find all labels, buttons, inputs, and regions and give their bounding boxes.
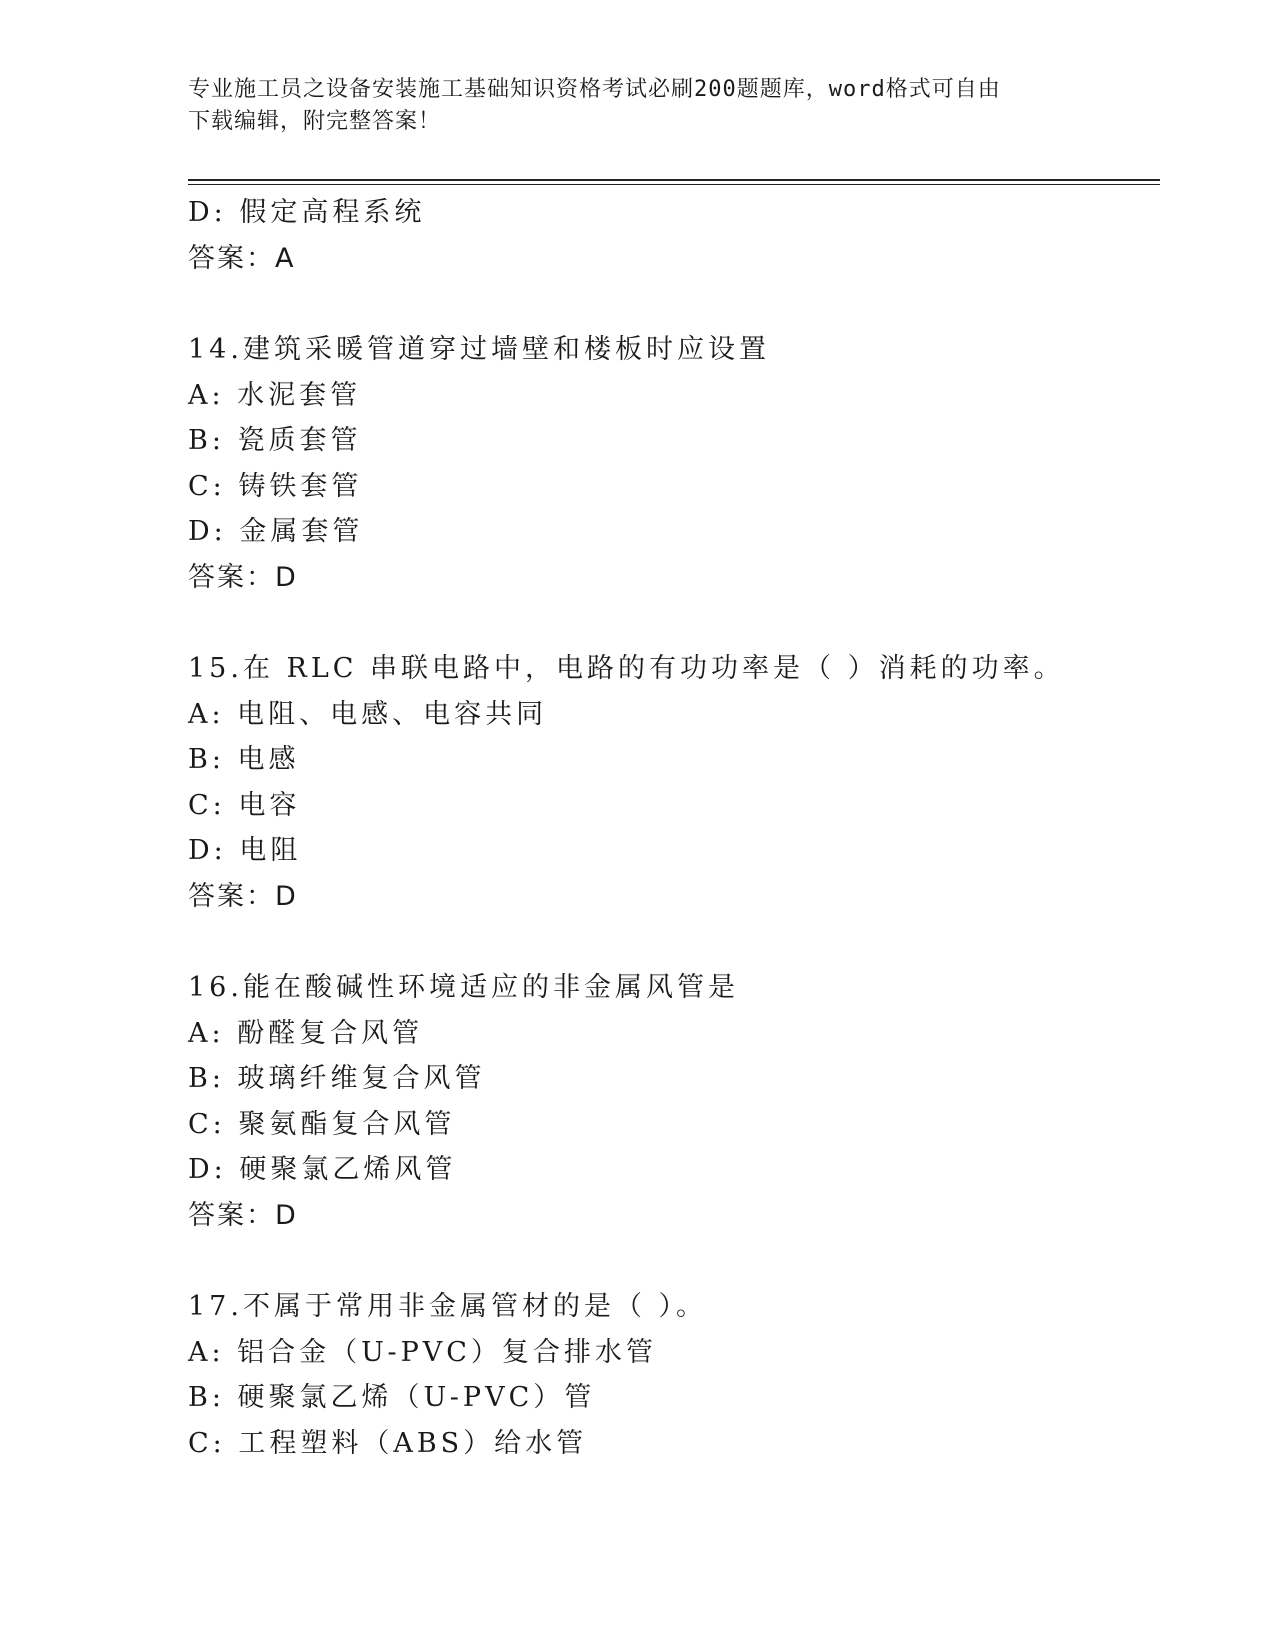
option-c: C: 工程塑料（ABS）给水管 (188, 1427, 588, 1459)
header-line-2: 下载编辑，附完整答案！ (188, 109, 442, 134)
option-c: C: 聚氨酯复合风管 (188, 1108, 456, 1140)
question-stem: 17.不属于常用非金属管材的是（ ）。 (188, 1291, 708, 1322)
header-divider-thick (188, 179, 1160, 181)
option-b: B: 瓷质套管 (188, 425, 362, 456)
answer: 答案：A (188, 242, 296, 274)
spacer (188, 600, 1160, 646)
option-b: B: 电感 (188, 744, 300, 775)
question-17 (188, 1284, 1160, 1466)
option-c: C: 电容 (188, 789, 301, 821)
spacer (188, 1238, 1160, 1284)
option-d: D: 硬聚氯乙烯风管 (188, 1154, 457, 1185)
question-13-tail (188, 190, 1160, 281)
option-a: A: 酚醛复合风管 (188, 1017, 424, 1049)
spacer (188, 919, 1160, 965)
option-b: B: 硬聚氯乙烯（U-PVC）管 (188, 1382, 596, 1413)
option-d: D: 金属套管 (188, 516, 364, 547)
page-header (188, 74, 1068, 138)
option-a: A: 电阻、电感、电容共同 (188, 698, 548, 730)
answer: 答案：D (188, 880, 298, 912)
option-d: D: 假定高程系统 (188, 197, 426, 228)
option-b: B: 玻璃纤维复合风管 (188, 1063, 486, 1094)
answer: 答案：D (188, 561, 298, 593)
header-divider-thin (188, 184, 1160, 185)
spacer (188, 281, 1160, 327)
question-list (188, 190, 1160, 1466)
question-stem: 14.建筑采暖管道穿过墙壁和楼板时应设置 (188, 334, 770, 365)
answer: 答案：D (188, 1199, 298, 1231)
option-c: C: 铸铁套管 (188, 470, 363, 502)
question-stem: 16.能在酸碱性环境适应的非金属风管是 (188, 972, 739, 1003)
option-a: A: 铝合金（U-PVC）复合排水管 (188, 1336, 657, 1368)
question-stem: 15.在 RLC 串联电路中，电路的有功功率是（ ）消耗的功率。 (188, 653, 1065, 684)
option-a: A: 水泥套管 (188, 379, 362, 411)
header-line-1: 专业施工员之设备安装施工基础知识资格考试必刷200题题库，word格式可自由 (188, 77, 1001, 102)
option-d: D: 电阻 (188, 835, 302, 866)
question-16 (188, 965, 1160, 1238)
question-14 (188, 327, 1160, 600)
question-15 (188, 646, 1160, 919)
